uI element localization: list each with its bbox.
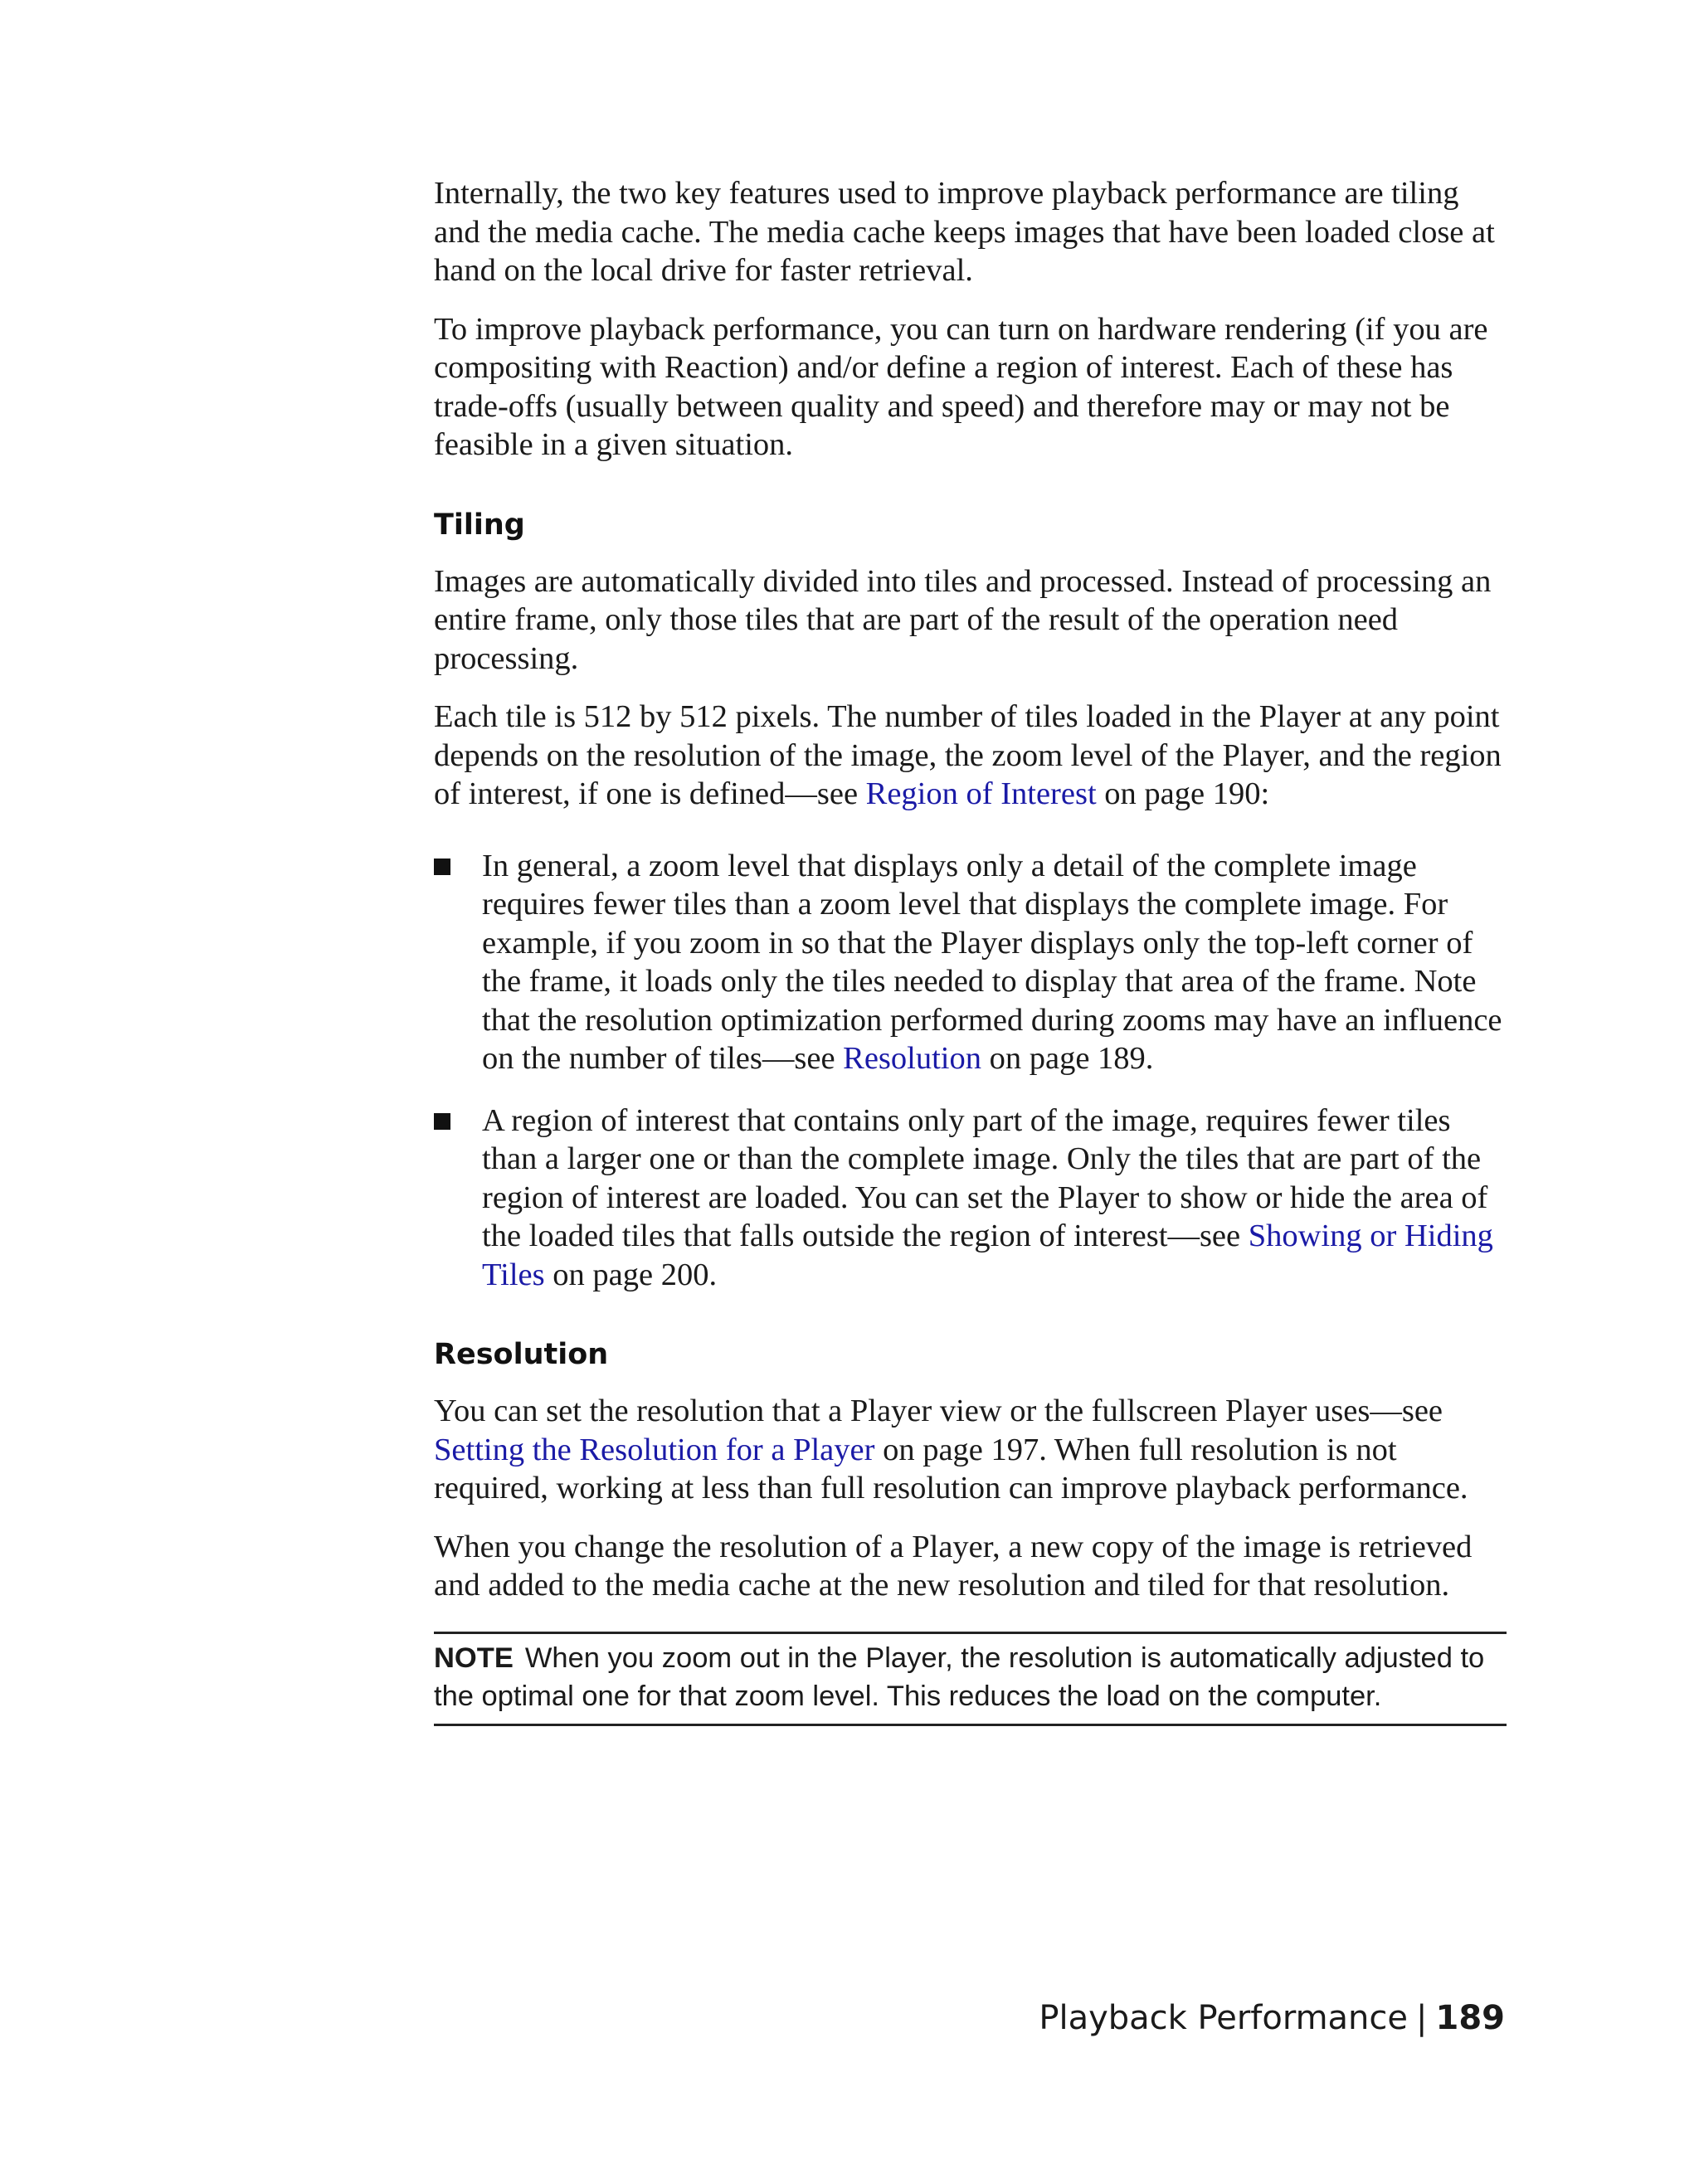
document-page (434, 174, 1507, 1726)
intro-paragraph-2: To improve playback performance, you can turn on hardware rendering (if you are compositing with Reaction) and/or define a region of interest. Each of these has trade-offs (usually between quality and speed) and therefore may or may not be feasible in a given situation. (434, 311, 1488, 462)
footer-separator: | (1416, 1999, 1428, 2037)
bullet-text-after: on page 189. (981, 1041, 1154, 1076)
list-item (434, 847, 1507, 1078)
tiling-paragraph-2 (434, 698, 1507, 814)
square-bullet-icon (434, 1113, 450, 1130)
list-item (434, 1102, 1507, 1295)
region-of-interest-link[interactable]: Region of Interest (865, 776, 1097, 811)
tiling-paragraph-2-text-after: on page 190: (1096, 776, 1270, 811)
resolution-link[interactable]: Resolution (843, 1041, 981, 1076)
bullet-text-after: on page 200. (544, 1257, 718, 1292)
resolution-paragraph-1-text-after: on page 197. When full resolution is not required, working at less than full resolution can improve playback performance. (434, 1432, 1468, 1505)
resolution-paragraph-2: When you change the resolution of a Player, a new copy of the image is retrieved and added to the media cache at the new resolution and tiled for that resolution. (434, 1529, 1473, 1603)
tiling-paragraph-1: Images are automatically divided into tiles and processed. Instead of processing an entire frame, only those tiles that are part of the result of the operation need processing. (434, 563, 1492, 676)
note-text: When you zoom out in the Player, the resolution is automatically adjusted to the optimal one for that zoom level. This reduces the load on the computer. (434, 1642, 1485, 1712)
footer-section-title: Playback Performance (1039, 1999, 1409, 2037)
intro-paragraph-1: Internally, the two key features used to improve playback performance are tiling and the media cache. The media cache keeps images that have been loaded close at hand on the local drive for faster retrieval. (434, 176, 1495, 288)
page-number: 189 (1435, 1999, 1505, 2037)
resolution-paragraph-1-text-before: You can set the resolution that a Player view or the fullscreen Player uses—see (434, 1394, 1443, 1428)
resolution-heading: Resolution (434, 1338, 609, 1371)
tiling-paragraph-2-text-before: Each tile is 512 by 512 pixels. The number of tiles loaded in the Player at any point depends on the resolution of the image, the zoom level of the Player, and the region of interest, if one is defined—see (434, 699, 1502, 811)
tiling-bullet-list (434, 847, 1507, 1295)
note-label: NOTE (434, 1642, 514, 1674)
bullet-text-before: A region of interest that contains only part of the image, requires fewer tiles than a larger one or than the complete image. Only the tiles that are part of the region of interest are loaded. You can set the Player to show or hide the area of the loaded tiles that falls outside the region of interest—see (482, 1102, 1488, 1253)
page-footer (1039, 1999, 1505, 2037)
resolution-paragraph-1 (434, 1392, 1507, 1508)
square-bullet-icon (434, 859, 450, 875)
showing-or-hiding-tiles-link[interactable]: Showing or Hiding Tiles (482, 1218, 1493, 1292)
tiling-heading: Tiling (434, 508, 525, 542)
note-box (434, 1632, 1507, 1726)
setting-the-resolution-link[interactable]: Setting the Resolution for a Player (434, 1432, 875, 1467)
bullet-text-before: In general, a zoom level that displays only a detail of the complete image requires fewer tiles than a zoom level that displays the complete image. For example, if you zoom in so that the Player displays only the top-left corner of the frame, it loads only the tiles needed to display that area of the frame. Note that the resolution optimization performed during zooms may have an influence on the number of tiles—see (482, 848, 1502, 1076)
